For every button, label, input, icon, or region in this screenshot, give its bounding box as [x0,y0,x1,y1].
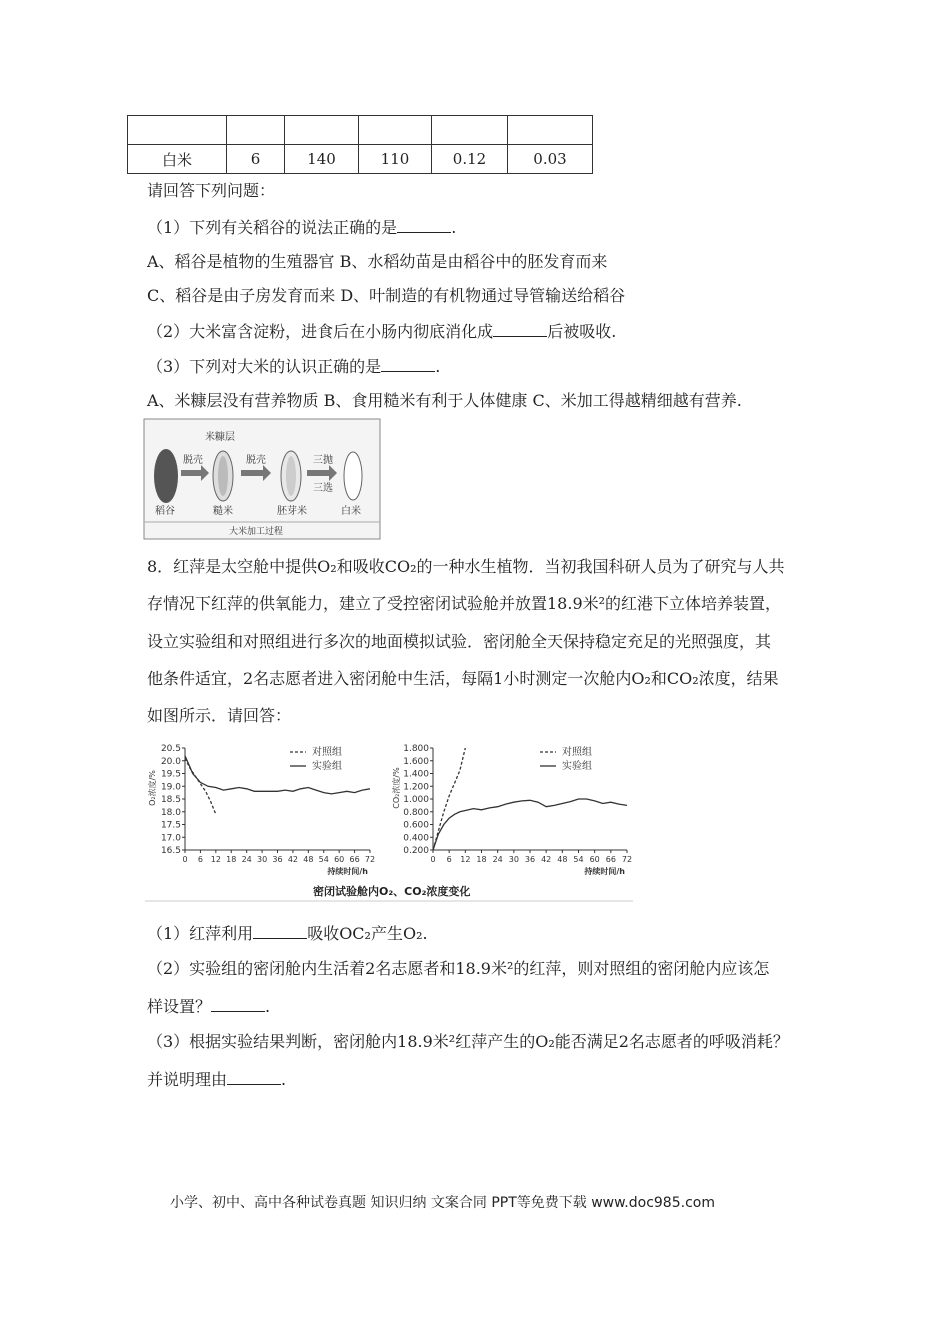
y-tick-label: 0.800 [403,807,429,818]
arrow-label: 三选 [313,483,333,494]
q8-line: 他条件适宜，2名志愿者进入密闭舱中生活，每隔1小时测定一次舱内O₂和CO₂浓度，结果 [147,669,779,688]
y-tick-label: 0.200 [403,846,429,856]
x-tick-label: 54 [318,855,329,864]
x-tick-label: 36 [272,855,283,864]
table-cell: 0.03 [508,145,593,174]
q7-sub2 [147,320,616,343]
q8-line: 如图所示．请回答： [147,706,292,725]
y-tick-label: 1.200 [403,782,429,793]
q8-sub2-text: 样设置？ [147,997,212,1016]
x-tick-label: 12 [210,855,221,864]
y-tick-label: 1.400 [403,769,429,780]
arrow-label: 脱壳 [183,455,203,466]
germ-rice-core-icon [286,456,296,496]
x-tick-label: 18 [226,855,237,864]
q8-sub1-end: 吸收OC₂产生O₂. [307,924,428,943]
q7-option-ab: A、稻谷是植物的生殖器官 B、水稻幼苗是由稻谷中的胚发育而来 [147,252,608,271]
y-axis-label: O₂浓度/% [148,770,157,806]
x-tick-label: 24 [241,855,252,864]
x-tick-label: 18 [476,855,487,864]
x-tick-label: 36 [524,855,536,864]
legend-label: 对照组 [562,747,592,758]
y-tick-label: 18.0 [160,807,181,818]
table-cell [285,116,359,145]
brown-rice-core-icon [218,456,228,496]
q8-sub3: （3）根据实验结果判断，密闭舱内18.9米²红萍产生的O₂能否满足2名志愿者的呼吸消耗？ [147,1032,789,1051]
x-tick-label: 6 [446,855,452,864]
q8-sub3-cont [147,1068,286,1091]
x-axis-label: 持续时间/h [327,867,368,876]
answer-blank [397,216,451,233]
x-tick-label: 30 [508,855,519,864]
x-tick-label: 42 [287,855,299,864]
x-tick-label: 48 [557,855,568,864]
q7-prompt: 请回答下列问题： [147,181,276,200]
q8-sub3-text: 并说明理由 [147,1070,228,1089]
y-tick-label: 1.800 [403,744,429,754]
y-axis-label: CO₂浓度/% [392,767,401,809]
legend-label: 实验组 [562,761,592,772]
grain-label: 白米 [341,506,361,517]
x-tick-label: 6 [197,855,203,864]
table-cell [359,116,432,145]
q8-sub3-end: . [281,1070,287,1089]
q8-line: 存情况下红萍的供氧能力，建立了受控密闭试验舱并放置18.9米²的红港下立体培养装置， [147,594,782,613]
page-footer: 小学、初中、高中各种试卷真题 知识归纳 文案合同 PPT等免费下载 www.doc985.com [170,1195,715,1211]
rice-processing-figure [143,418,383,540]
x-tick-label: 54 [573,855,584,864]
y-tick-label: 1.000 [403,795,429,805]
x-tick-label: 60 [589,855,600,864]
x-tick-label: 0 [182,855,188,864]
y-tick-label: 20.5 [160,744,181,754]
q7-sub3-end: . [435,357,441,376]
white-rice-icon [344,452,362,500]
y-tick-label: 19.0 [160,782,181,793]
table-cell: 110 [359,145,432,174]
x-tick-label: 42 [541,855,552,864]
x-tick-label: 12 [460,855,471,864]
nutrition-table [127,115,593,174]
y-tick-label: 20.0 [160,756,181,767]
x-tick-label: 66 [349,855,360,864]
y-tick-label: 17.0 [160,833,181,844]
q7-sub1 [147,216,456,239]
answer-blank [211,995,265,1012]
y-tick-label: 17.5 [160,820,181,831]
y-tick-label: 0.400 [403,833,429,844]
q7-option-cd: C、稻谷是由子房发育而来 D、叶制造的有机物通过导管输送给稻谷 [147,286,626,305]
q8-sub1-text: （1）红萍利用 [147,924,254,943]
answer-blank [493,320,547,337]
figure-caption: 大米加工过程 [229,527,284,537]
x-tick-label: 72 [621,855,633,864]
legend-label: 对照组 [312,747,342,758]
grain-label: 糙米 [213,506,233,517]
q8-line: 8．红萍是太空舱中提供O₂和吸收CO₂的一种水生植物．当初我国科研人员为了研究与人共 [147,557,785,576]
table-cell: 6 [227,145,285,174]
y-tick-label: 1.600 [403,756,429,767]
y-tick-label: 0.600 [403,820,429,831]
answer-blank [381,355,435,372]
table-cell [508,116,593,145]
legend-label: 实验组 [312,761,342,772]
paddy-grain-icon [154,449,178,503]
q7-sub2-text: （2）大米富含淀粉，进食后在小肠内彻底消化成 [147,322,494,341]
q7-sub3 [147,355,440,378]
q8-sub2: （2）实验组的密闭舱内生活着2名志愿者和18.9米²的红萍，则对照组的密闭舱内应该怎 [147,959,770,978]
q8-sub2-cont [147,995,270,1018]
x-axis-label: 持续时间/h [584,867,625,876]
x-tick-label: 0 [430,855,436,864]
table-cell [227,116,285,145]
experiment-series-line [185,756,370,794]
table-cell: 140 [285,145,359,174]
y-tick-label: 19.5 [160,769,181,780]
co2-chart [391,744,632,876]
table-cell [432,116,508,145]
x-tick-label: 66 [605,855,616,864]
arrow-label: 三抛 [313,455,333,466]
table-row [128,116,593,145]
table-row [128,145,593,174]
x-tick-label: 30 [256,855,268,864]
arrow-label: 脱壳 [246,455,266,466]
table-cell [128,116,227,145]
o2-chart [147,744,375,876]
bran-layer-label: 米糠层 [205,432,235,443]
x-tick-label: 24 [492,855,503,864]
experiment-series-line [433,799,627,850]
grain-label: 胚芽米 [277,506,307,517]
y-tick-label: 16.5 [160,846,181,856]
q8-sub1 [147,922,428,945]
grain-label: 稻谷 [155,506,175,517]
answer-blank [253,922,307,939]
concentration-charts [145,740,633,902]
x-tick-label: 60 [334,855,345,864]
q7-sub1-text: （1）下列有关稻谷的说法正确的是 [147,218,398,237]
table-cell: 白米 [128,145,227,174]
q7-sub1-end: . [451,218,457,237]
q7-sub3-options: A、米糠层没有营养物质 B、食用糙米有利于人体健康 C、米加工得越精细越有营养. [147,391,742,410]
y-tick-label: 18.5 [160,795,181,805]
q8-sub2-end: . [265,997,271,1016]
answer-blank [227,1068,281,1085]
x-tick-label: 72 [364,855,376,864]
x-tick-label: 48 [303,855,314,864]
chart-caption: 密闭试验舱内O₂、CO₂浓度变化 [313,885,471,898]
q8-line: 设立实验组和对照组进行多次的地面模拟试验．密闭舱全天保持稳定充足的光照强度，其 [147,632,772,651]
table-cell: 0.12 [432,145,508,174]
q7-sub3-text: （3）下列对大米的认识正确的是 [147,357,382,376]
q7-sub2-end: 后被吸收. [547,322,617,341]
